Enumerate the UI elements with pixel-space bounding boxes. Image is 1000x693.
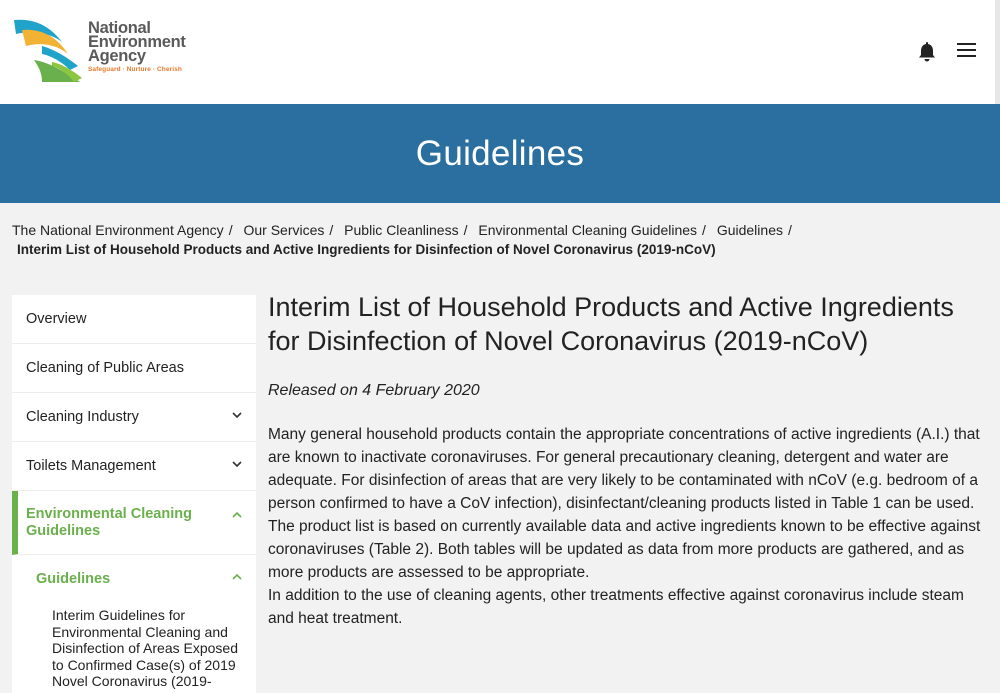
breadcrumb-separator: /	[228, 222, 233, 238]
page-banner	[0, 104, 1000, 203]
sidebar-subitem-label: Guidelines	[36, 571, 111, 587]
breadcrumb	[12, 220, 992, 260]
sidebar-item-environmental-cleaning-guidelines[interactable]	[12, 491, 256, 555]
body-paragraph: Many general household products contain the appropriate concentrations of active ingredients (A.I.) that are known to inactivate coronaviruses. For general precautionary cleaning, detergent and water are adequate. For disinfection of areas that are very likely to be contaminated with nCoV (e.g. bedroom of a person confirmed to have a CoV infection), disinfectant/cleaning products listed in Table 1 can be used. The product list is based on currently available data and active ingredients known to be effective against coronaviruses (Table 2). Both tables will be updated as data from more products are gathered, and as more products are assessed to be appropriate.	[268, 426, 981, 581]
chevron-down-icon[interactable]	[232, 459, 242, 469]
chevron-down-icon[interactable]	[232, 410, 242, 420]
main-content	[268, 290, 988, 630]
sidebar-nav	[12, 295, 256, 693]
sidebar-item-label: Cleaning of Public Areas	[26, 360, 184, 376]
breadcrumb-current: Interim List of Household Products and Active Ingredients for Disinfection of Novel Coronavirus (2019-nCoV)	[17, 242, 716, 257]
menu-bar	[957, 43, 976, 45]
breadcrumb-separator: /	[787, 222, 792, 238]
bell-icon[interactable]	[918, 42, 936, 62]
body-paragraph: In addition to the use of cleaning agents, other treatments effective against coronavirus include steam and heat treatment.	[268, 587, 964, 627]
sidebar-item-cleaning-industry[interactable]	[12, 393, 256, 442]
chevron-up-icon[interactable]	[232, 510, 242, 520]
logo-text	[88, 21, 186, 73]
page-title: Interim List of Household Products and Active Ingredients for Disinfection of Novel Coronavirus (2019-nCoV)	[268, 292, 954, 356]
banner-title: Guidelines	[415, 133, 585, 173]
sidebar-subsubitem-interim-guidelines[interactable]: Interim Guidelines for Environmental Cleaning and Disinfection of Areas Exposed to Confirmed Case(s) of 2019 Novel Coronavirus (2019-	[52, 607, 238, 689]
release-date: Released on 4 February 2020	[268, 382, 480, 399]
sidebar-item-label: Cleaning Industry	[26, 409, 139, 425]
logo-line-3: Agency	[88, 47, 146, 65]
breadcrumb-link[interactable]: Public Cleanliness	[344, 222, 459, 238]
nea-logo[interactable]	[12, 16, 186, 84]
site-header	[0, 0, 1000, 104]
sidebar-item-toilets-management[interactable]	[12, 442, 256, 491]
breadcrumb-link[interactable]: Guidelines	[716, 222, 783, 238]
nea-logo-icon	[12, 16, 84, 84]
chevron-up-icon[interactable]	[232, 572, 242, 582]
logo-tagline: Safeguard · Nurture · Cherish	[88, 66, 182, 73]
breadcrumb-link[interactable]: Our Services	[243, 222, 325, 238]
sidebar-subitem-guidelines[interactable]	[12, 555, 256, 603]
hamburger-menu-icon[interactable]	[957, 43, 977, 59]
scrollbar[interactable]	[995, 0, 1000, 104]
sidebar-item-label: Overview	[26, 311, 87, 327]
sidebar-item-cleaning-public-areas[interactable]	[12, 344, 256, 393]
sidebar-item-label: Toilets Management	[26, 458, 156, 474]
sidebar-item-label: Environmental Cleaning Guidelines	[26, 505, 192, 539]
breadcrumb-link[interactable]: Environmental Cleaning Guidelines	[478, 222, 698, 238]
sidebar-item-overview[interactable]	[12, 295, 256, 344]
logo-line-2: Environment	[88, 33, 186, 51]
logo-line-1: National	[88, 19, 151, 37]
menu-bar	[957, 55, 976, 57]
breadcrumb-separator: /	[329, 222, 334, 238]
menu-bar	[957, 49, 976, 51]
breadcrumb-separator: /	[463, 222, 468, 238]
breadcrumb-link[interactable]: The National Environment Agency	[12, 222, 224, 238]
breadcrumb-separator: /	[702, 222, 706, 238]
